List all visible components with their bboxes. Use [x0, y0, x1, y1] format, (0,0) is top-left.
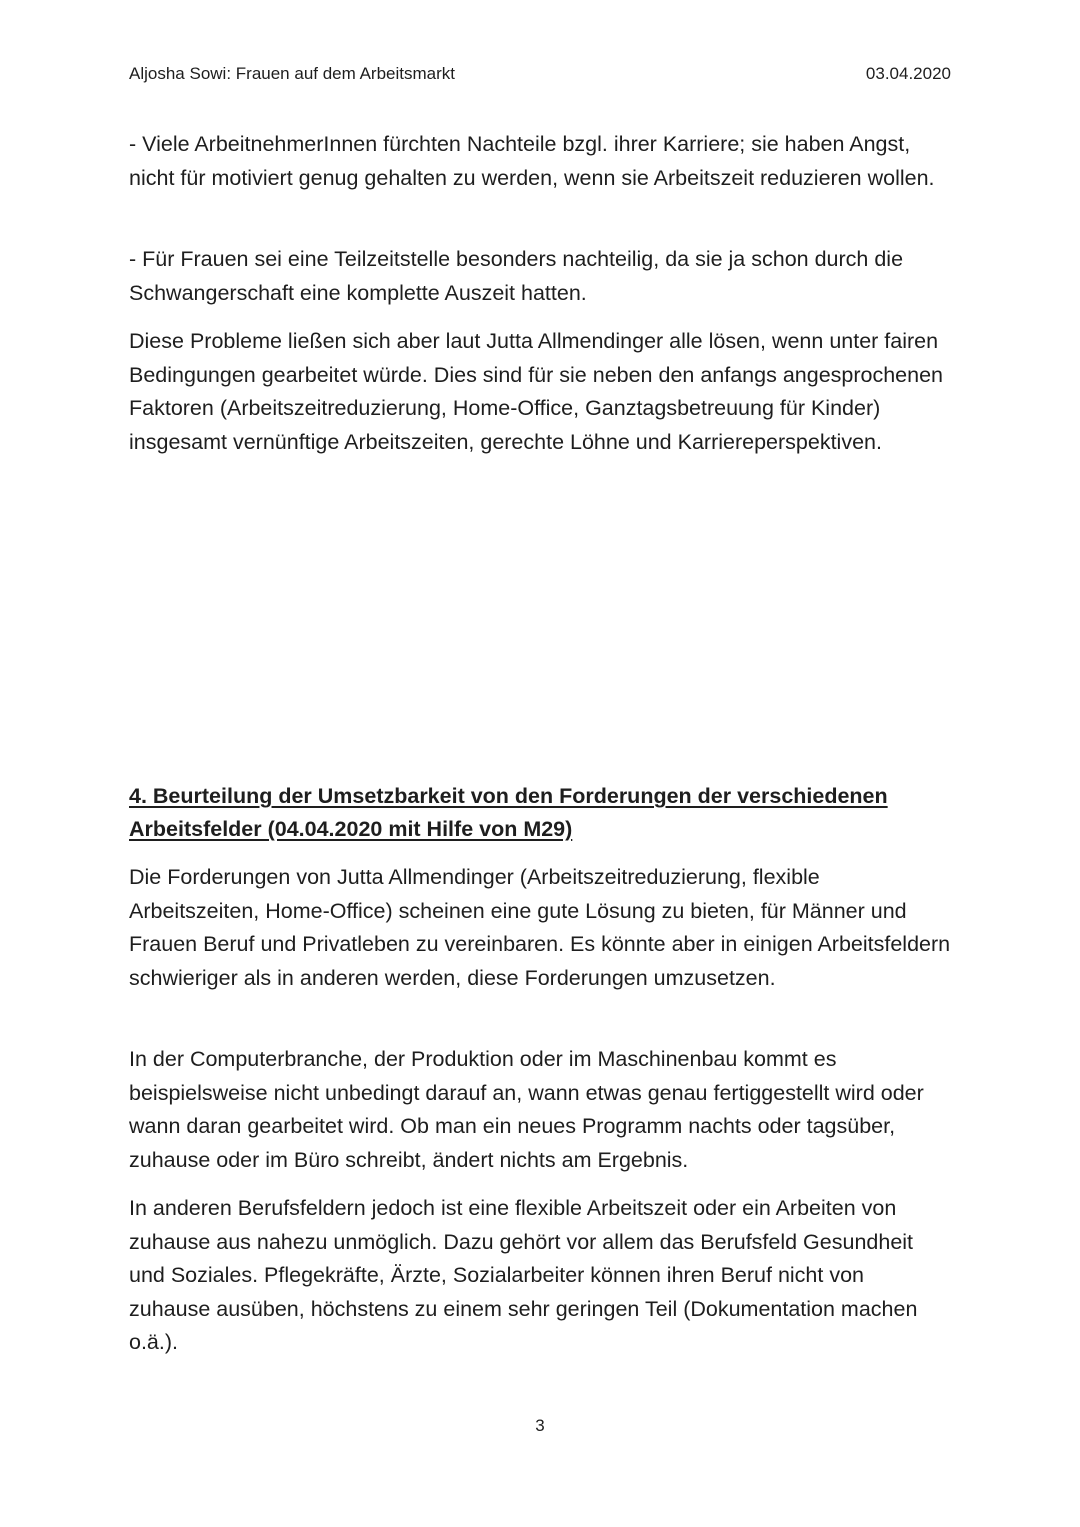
bullet-paragraph-parttime: - Für Frauen sei eine Teilzeitstelle besonders nachteilig, da sie ja schon durch die Schwangerschaft eine komplette Auszeit hatten. [129, 247, 904, 305]
paragraph-solutions: Diese Probleme ließen sich aber laut Jutta Allmendinger alle lösen, wenn unter fairen Bedingungen gearbeitet würde. Dies sind für sie neben den anfangs angesprochenen Faktoren (Arbeitszeitreduzierung, Home-Office, Ganztagsbetreuung für Kinder) insgesamt vernünftige Arbeitszeiten, gerechte Löhne und Karriereperspektiven. [129, 329, 944, 454]
document-title: Aljosha Sowi: Frauen auf dem Arbeitsmarkt [129, 64, 455, 83]
paragraph-demands: Die Forderungen von Jutta Allmendinger (Arbeitszeitreduzierung, flexible Arbeitszeiten, Home-Office) scheinen eine gute Lösung zu bieten, für Männer und Frauen Beruf und Privatleben zu vereinbaren. Es könnte aber in einigen Arbeitsfeldern schwieriger als in anderen werden, diese Forderungen umzusetzen. [129, 865, 951, 990]
page-header [129, 64, 951, 90]
paragraph-health-social: In anderen Berufsfeldern jedoch ist eine flexible Arbeitszeit oder ein Arbeiten von zuhause aus nahezu unmöglich. Dazu gehört vor allem das Berufsfeld Gesundheit und Soziales. Pflegekräfte, Ärzte, Sozialarbeiter können ihren Beruf nicht von zuhause ausüben, höchstens zu einem sehr geringen Teil (Dokumentation machen o.ä.). [129, 1196, 918, 1354]
page-number: 3 [535, 1416, 545, 1435]
bullet-paragraph-career: - Viele ArbeitnehmerInnen fürchten Nachteile bzgl. ihrer Karriere; sie haben Angst, nicht für motiviert genug gehalten zu werden, wenn sie Arbeitszeit reduzieren wollen. [129, 132, 935, 190]
section-heading: 4. Beurteilung der Umsetzbarkeit von den Forderungen der verschiedenen Arbeitsfelder (04.04.2020 mit Hilfe von M29) [129, 784, 888, 841]
document-date: 03.04.2020 [865, 64, 951, 83]
paragraph-computer-branch: In der Computerbranche, der Produktion oder im Maschinenbau kommt es beispielsweise nicht unbedingt darauf an, wann etwas genau fertiggestellt wird oder wann daran gearbeitet wird. Ob man ein neues Programm nachts oder tagsüber, zuhause oder im Büro schreibt, ändert nichts am Ergebnis. [129, 1047, 924, 1172]
